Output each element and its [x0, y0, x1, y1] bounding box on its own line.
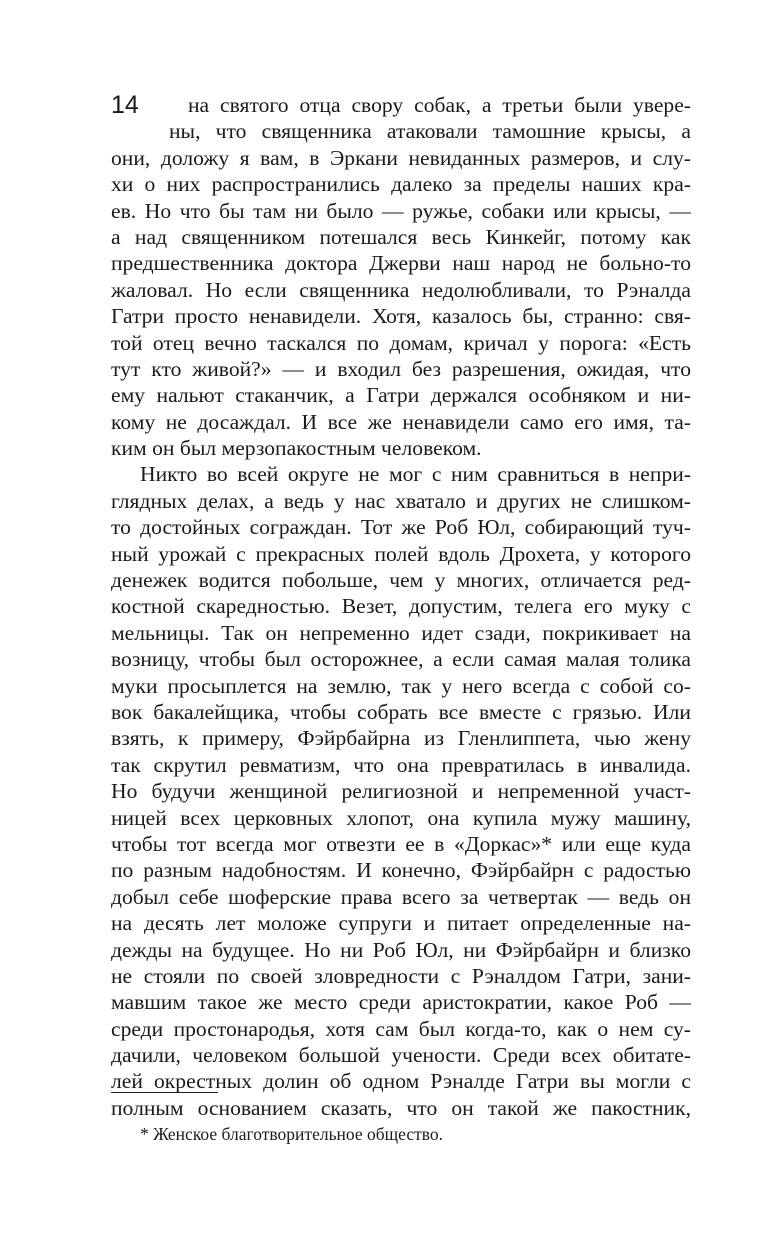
text-line: предшественника доктора Джерви наш народ не больно-то: [111, 251, 691, 276]
text-line: ны, что священника атаковали тамошние крысы, а: [169, 119, 691, 144]
text-line: денежек водится побольше, чем у многих, отличается ред-: [111, 568, 691, 593]
page-number: 14: [111, 91, 139, 119]
text-line: возницу, чтобы был осторожнее, а если самая малая толика: [111, 647, 691, 672]
text-line: не стояли по своей зловредности с Рэналдом Гатри, зани-: [111, 963, 691, 988]
text-line: так скрутил ревматизм, что она превратилась в инвалида.: [111, 752, 691, 777]
footnote: * Женское благотворительное общество.: [140, 1124, 444, 1144]
text-line: вок бакалейщика, чтобы собрать все вместе с грязью. Или: [111, 699, 691, 724]
text-line: Но будучи женщиной религиозной и непременной участ-: [111, 779, 691, 804]
text-line: полным основанием сказать, что он такой же пакостник,: [111, 1095, 691, 1120]
text-line: жаловал. Но если священника недолюбливали, то Рэналда: [111, 277, 691, 302]
text-line: ему нальют стаканчик, а Гатри держался особняком и ни-: [111, 383, 691, 408]
text-line: глядных делах, а ведь у нас хватало и других не слишком-: [111, 488, 691, 513]
text-line: мельницы. Так он непременно идет сзади, покрикивает на: [111, 620, 691, 645]
text-line: на десять лет моложе супруги и питает определенные на-: [111, 911, 691, 936]
text-line: муки просыплется на землю, так у него всегда с собой со-: [111, 673, 691, 698]
text-line: взять, к примеру, Фэйрбайрна из Гленлиппета, чью жену: [111, 726, 691, 751]
text-line: тут кто живой?» — и входил без разрешения, ожидая, что: [111, 356, 691, 381]
text-line: Гатри просто ненавидели. Хотя, казалось бы, странно: свя-: [111, 304, 691, 329]
text-line: дежды на будущее. Но ни Роб Юл, ни Фэйрбайрн и близко: [111, 937, 691, 962]
text-line: той отец вечно таскался по домам, кричал у порога: «Есть: [111, 330, 691, 355]
text-line: чтобы тот всегда мог отвезти ее в «Доркас»* или еще куда: [111, 831, 691, 856]
text-line: а над священником потешался весь Кинкейг, потому как: [111, 224, 691, 249]
text-line: хи о них распространились далеко за пределы наших кра-: [111, 172, 691, 197]
text-line: кому не досаждал. И все же ненавидели само его имя, та-: [111, 409, 691, 434]
body-text: [111, 92, 691, 1121]
footnote-divider: [111, 1092, 218, 1093]
text-line: по разным надобностям. И конечно, Фэйрбайрн с радостью: [111, 858, 691, 883]
text-line: мавшим такое же место среди аристократии, какое Роб —: [111, 990, 691, 1015]
text-line: среди простонародья, хотя сам был когда-то, как о нем су-: [111, 1016, 691, 1041]
text-line: ев. Но что бы там ни было — ружье, собаки или крысы, —: [111, 198, 691, 223]
text-line: то достойных сограждан. Тот же Роб Юл, собирающий туч-: [111, 515, 691, 540]
text-line: костной скаредностью. Везет, допустим, телега его муку с: [111, 594, 691, 619]
text-line: Никто во всей округе не мог с ним сравниться в непри-: [140, 462, 691, 487]
text-line: добыл себе шоферские права всего за четвертак — ведь он: [111, 884, 691, 909]
text-line: дачили, человеком большой учености. Среди всех обитате-: [111, 1043, 691, 1068]
text-line: лей окрестных долин об одном Рэналде Гатри вы могли с: [111, 1069, 691, 1094]
text-line: ким он был мерзопакостным человеком.: [111, 436, 482, 461]
text-line: они, доложу я вам, в Эркани невиданных размеров, и слу-: [111, 145, 691, 170]
text-line: на святого отца свору собак, а третьи были увере-: [188, 93, 691, 117]
text-line: ницей всех церковных хлопот, она купила мужу машину,: [111, 805, 691, 830]
text-line: ный урожай с прекрасных полей вдоль Дрохета, у которого: [111, 541, 691, 566]
